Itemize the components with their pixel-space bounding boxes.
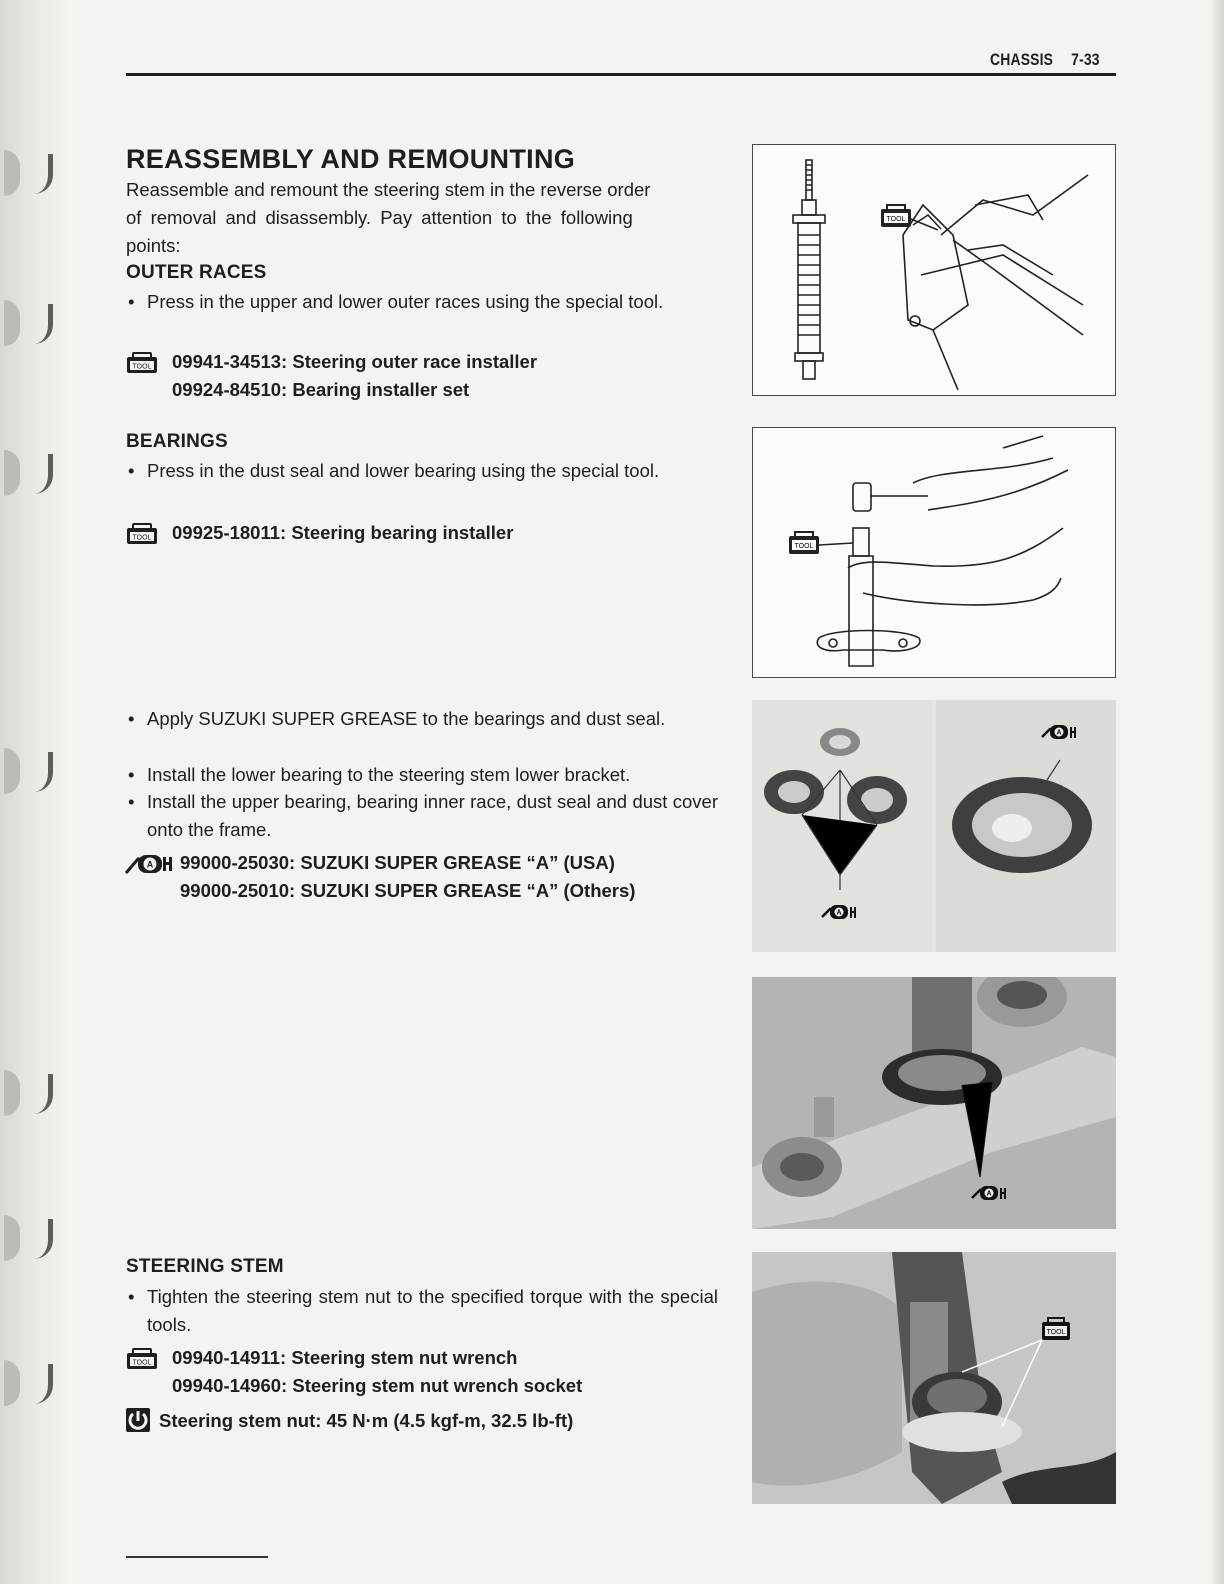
section-heading-steering-stem: STEERING STEM bbox=[126, 1256, 284, 1277]
tool-spec: 09941-34513: Steering outer race installer bbox=[172, 351, 538, 372]
photo-lower-bracket-image bbox=[752, 977, 1116, 1229]
tool-spec: 09940-14960: Steering stem nut wrench socket bbox=[172, 1375, 583, 1396]
footer-rule bbox=[126, 1556, 268, 1558]
page-edge bbox=[1210, 0, 1224, 1584]
bullet-item: • Apply SUZUKI SUPER GREASE to the bearings and dust seal. bbox=[126, 705, 718, 733]
tool-spec: 09924-84510: Bearing installer set bbox=[172, 379, 470, 400]
tool-icon bbox=[126, 352, 158, 374]
svg-text:TOOL: TOOL bbox=[794, 543, 814, 550]
binder-hole bbox=[4, 150, 52, 196]
section-name: CHASSIS bbox=[990, 50, 1054, 69]
svg-text:A: A bbox=[836, 909, 842, 917]
bullet-item: • Install the lower bearing to the steering stem lower bracket. bbox=[126, 761, 718, 789]
svg-text:TOOL: TOOL bbox=[132, 1359, 152, 1367]
grease-spec: 99000-25010: SUZUKI SUPER GREASE “A” (Others) bbox=[180, 880, 636, 901]
illustration-bearing-installer bbox=[753, 428, 1115, 677]
tool-icon bbox=[126, 523, 158, 545]
intro-line: Reassemble and remount the steering stem in the reverse order bbox=[126, 179, 651, 200]
page-header bbox=[990, 50, 1100, 70]
grease-spec: 99000-25030: SUZUKI SUPER GREASE “A” (USA) bbox=[180, 852, 615, 873]
page-title: REASSEMBLY AND REMOUNTING bbox=[126, 144, 576, 174]
tool-spec: 09925-18011: Steering bearing installer bbox=[172, 522, 514, 543]
binder-hole bbox=[4, 300, 52, 346]
illustration-race-installer bbox=[753, 145, 1115, 395]
photo-lower-bracket bbox=[752, 977, 1116, 1229]
svg-text:TOOL: TOOL bbox=[132, 363, 152, 371]
photo-bearings-image bbox=[752, 700, 1116, 952]
tool-label-icon bbox=[789, 532, 853, 554]
section-heading-outer-races: OUTER RACES bbox=[126, 262, 267, 283]
photo-steering-stem-image bbox=[752, 1252, 1116, 1504]
svg-text:TOOL: TOOL bbox=[132, 534, 152, 542]
svg-text:TOOL: TOOL bbox=[1046, 1329, 1066, 1336]
binder-hole bbox=[4, 1215, 52, 1261]
intro-line: points: bbox=[126, 235, 181, 256]
grease-icon bbox=[124, 851, 176, 877]
binder-hole bbox=[4, 748, 52, 794]
header-rule bbox=[126, 73, 1116, 76]
tool-spec: 09940-14911: Steering stem nut wrench bbox=[172, 1347, 518, 1368]
figure-outer-race-installer bbox=[752, 144, 1116, 396]
tool-icon bbox=[126, 1348, 158, 1370]
binder-hole bbox=[4, 1360, 52, 1406]
binder-hole bbox=[4, 450, 52, 496]
svg-text:A: A bbox=[1056, 729, 1062, 737]
bullet-item: • Tighten the steering stem nut to the specified torque with the special tools. bbox=[126, 1283, 718, 1339]
photo-steering-stem-nut bbox=[752, 1252, 1116, 1504]
svg-text:TOOL: TOOL bbox=[886, 216, 906, 223]
bullet-item: • Install the upper bearing, bearing inner race, dust seal and dust cover onto the frame. bbox=[126, 788, 718, 844]
svg-text:A: A bbox=[986, 1190, 992, 1198]
page-number: 7-33 bbox=[1071, 50, 1100, 69]
figure-bearing-installer bbox=[752, 427, 1116, 678]
photo-bearings-greased bbox=[752, 700, 1116, 952]
intro-line: of removal and disassembly. Pay attention to the following bbox=[126, 207, 633, 228]
section-heading-bearings: BEARINGS bbox=[126, 431, 228, 452]
torque-spec: Steering stem nut: 45 N·m (4.5 kgf-m, 32.5 lb-ft) bbox=[159, 1410, 574, 1431]
svg-text:A: A bbox=[146, 859, 154, 870]
bullet-item: • Press in the upper and lower outer races using the special tool. bbox=[126, 288, 718, 316]
bullet-item: • Press in the dust seal and lower bearing using the special tool. bbox=[126, 457, 718, 485]
torque-icon bbox=[126, 1408, 150, 1432]
binder-hole bbox=[4, 1070, 52, 1116]
